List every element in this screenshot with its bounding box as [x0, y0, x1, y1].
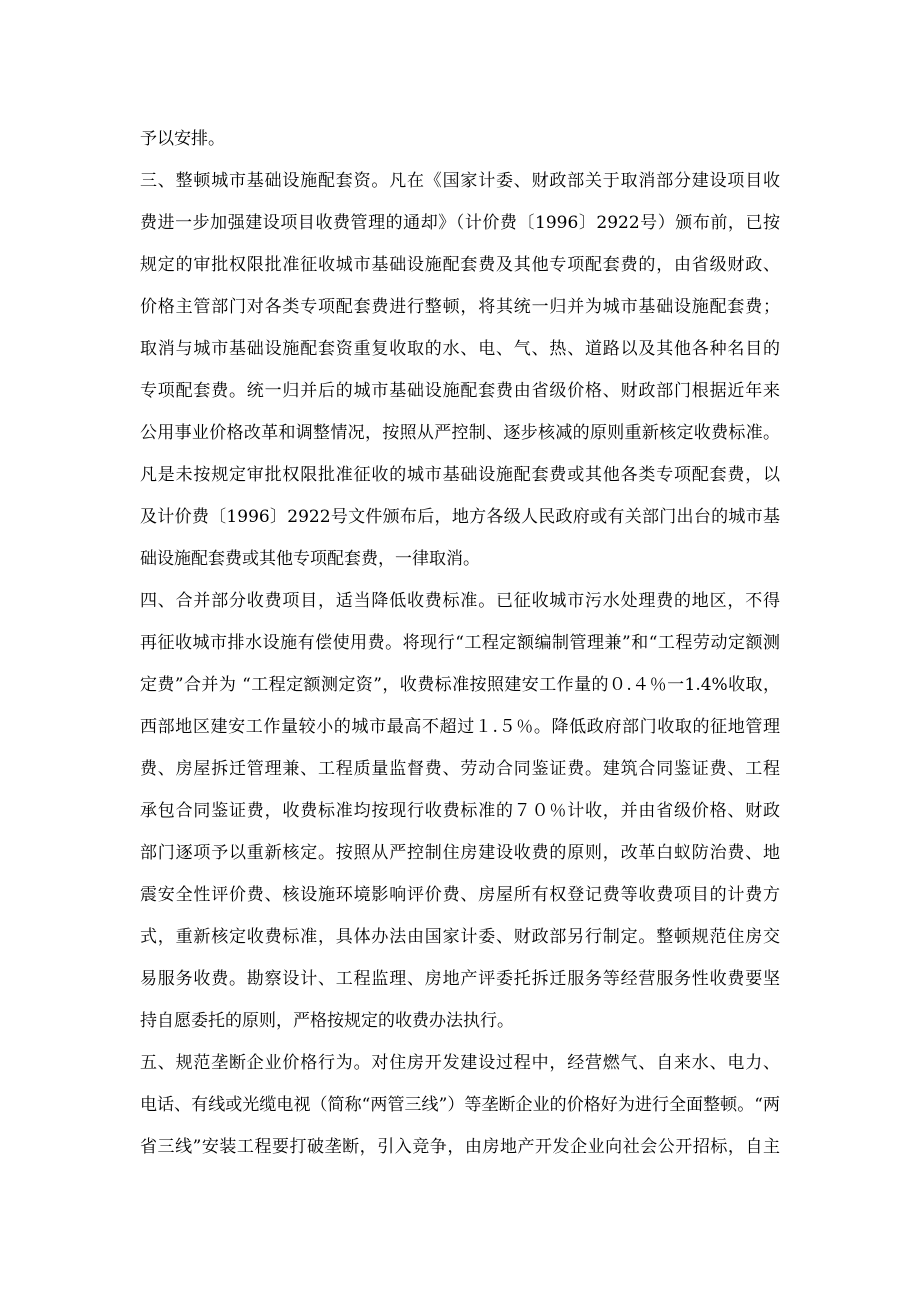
text-line: 部门逐项予以重新核定。按照从严控制住房建设收费的原则，改革白蚁防治费、地	[140, 843, 780, 863]
text-line: 取消与城市基础设施配套资重复收取的水、电、气、热、道路以及其他各种名目的	[140, 339, 780, 359]
text-line: 西部地区建安工作量较小的城市最高不超过１.５％。降低政府部门收取的征地管理	[140, 717, 780, 737]
text-line: 易服务收费。勘察设计、工程监理、房地产评委托拆迁服务等经营服务性收费要坚	[140, 969, 780, 989]
text-line: 五、规范垄断企业价格行为。对住房开发建设过程中，经营燃气、自来水、电力、	[140, 1053, 780, 1073]
text-line: 凡是未按规定审批权限批准征收的城市基础设施配套费或其他各类专项配套费，以	[140, 465, 780, 485]
text-line: 式，重新核定收费标准，具体办法由国家计委、财政部另行制定。整顿规范住房交	[140, 927, 780, 947]
text-line: 公用事业价格改革和调整情况，按照从严控制、逐步核减的原则重新核定收费标准。	[140, 423, 780, 443]
text-line: 专项配套费。统一归并后的城市基础设施配套费由省级价格、财政部门根据近年来	[140, 381, 780, 401]
text-line: 予以安排。	[140, 129, 225, 149]
text-line: 震安全性评价费、核设施环境影响评价费、房屋所有权登记费等收费项目的计费方	[140, 885, 780, 905]
text-line: 承包合同鉴证费，收费标准均按现行收费标准的７０％计收，并由省级价格、财政	[140, 801, 780, 821]
text-line: 四、合并部分收费项目，适当降低收费标准。已征收城市污水处理费的地区，不得	[140, 591, 780, 611]
text-line: 省三线”安装工程要打破垄断，引入竞争，由房地产开发企业向社会公开招标，自主	[140, 1137, 780, 1157]
text-line: 再征收城市排水设施有偿使用费。将现行“工程定额编制管理兼”和“工程劳动定额测	[140, 633, 780, 653]
text-line: 三、整顿城市基础设施配套资。凡在《国家计委、财政部关于取消部分建设项目收	[140, 171, 780, 191]
text-line: 础设施配套费或其他专项配套费，一律取消。	[140, 549, 480, 569]
text-line: 规定的审批权限批准征收城市基础设施配套费及其他专项配套费的，由省级财政、	[140, 255, 780, 275]
text-line: 费进一步加强建设项目收费管理的通却》（计价费〔1996〕2922号）颁布前，已按	[140, 213, 780, 233]
text-line: 定费”合并为 “工程定额测定资”，收费标准按照建安工作量的０.４％一1.4%收取，	[140, 675, 780, 695]
text-line: 费、房屋拆迁管理兼、工程质量监督费、劳动合同鉴证费。建筑合同鉴证费、工程	[140, 759, 780, 779]
text-line: 持自愿委托的原则，严格按规定的收费办法执行。	[140, 1011, 514, 1031]
text-line: 及计价费〔1996〕2922号文件颁布后，地方各级人民政府或有关部门出台的城市基	[140, 507, 780, 527]
text-line: 价格主管部门对各类专项配套费进行整顿，将其统一归并为城市基础设施配套费；	[140, 297, 780, 317]
text-line: 电话、有线或光缆电视（简称“两管三线”）等垄断企业的价格好为进行全面整顿。“两	[140, 1095, 780, 1115]
